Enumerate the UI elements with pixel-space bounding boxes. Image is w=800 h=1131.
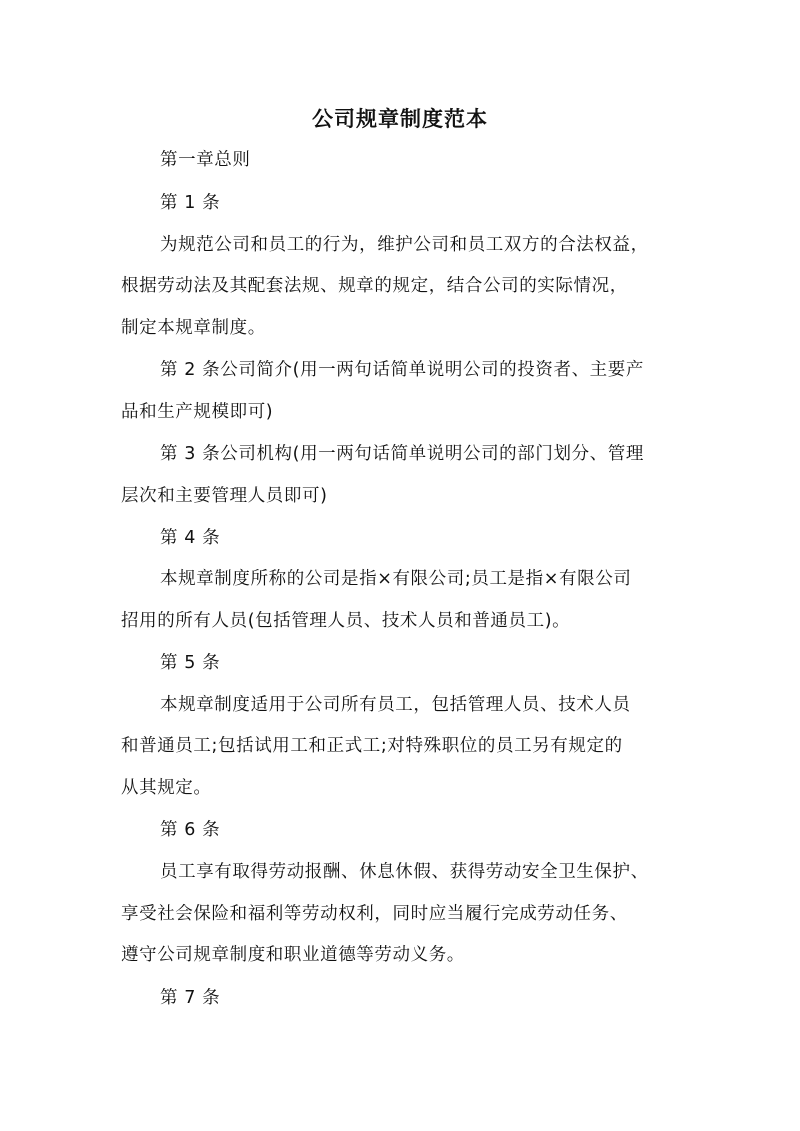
- article-5-heading: 第 5 条: [160, 653, 221, 673]
- article-6-line-1: 员工享有取得劳动报酬、休息休假、获得劳动安全卫生保护、: [160, 862, 649, 882]
- article-5-line-2: 和普通员工;包括试用工和正式工;对特殊职位的员工另有规定的: [121, 736, 623, 756]
- article-6-heading: 第 6 条: [160, 820, 221, 840]
- article-6-line-2: 享受社会保险和福利等劳动权利，同时应当履行完成劳动任务、: [121, 904, 628, 924]
- article-4-line-1: 本规章制度所称的公司是指×有限公司;员工是指×有限公司: [160, 569, 632, 589]
- article-1-heading: 第 1 条: [160, 193, 221, 213]
- article-3-line-2: 层次和主要管理人员即可): [121, 486, 328, 506]
- article-1-line-3: 制定本规章制度。: [121, 318, 266, 338]
- chapter-heading: 第一章总则: [160, 150, 251, 170]
- article-4-heading: 第 4 条: [160, 528, 221, 548]
- article-2-line-2: 品和生产规模即可): [121, 402, 274, 422]
- article-3-line-1: 第 3 条公司机构(用一两句话简单说明公司的部门划分、管理: [160, 444, 644, 464]
- article-6-line-3: 遵守公司规章制度和职业道德等劳动义务。: [121, 945, 465, 965]
- article-4-line-2: 招用的所有人员(包括管理人员、技术人员和普通员工)。: [121, 611, 571, 631]
- document-title: 公司规章制度范本: [312, 107, 488, 131]
- article-5-line-3: 从其规定。: [121, 778, 212, 798]
- article-2-line-1: 第 2 条公司简介(用一两句话简单说明公司的投资者、主要产: [160, 360, 644, 380]
- article-7-heading: 第 7 条: [160, 988, 221, 1008]
- article-1-line-2: 根据劳动法及其配套法规、规章的规定，结合公司的实际情况，: [121, 276, 628, 296]
- article-5-line-1: 本规章制度适用于公司所有员工，包括管理人员、技术人员: [160, 695, 631, 715]
- article-1-line-1: 为规范公司和员工的行为，维护公司和员工双方的合法权益，: [160, 235, 649, 255]
